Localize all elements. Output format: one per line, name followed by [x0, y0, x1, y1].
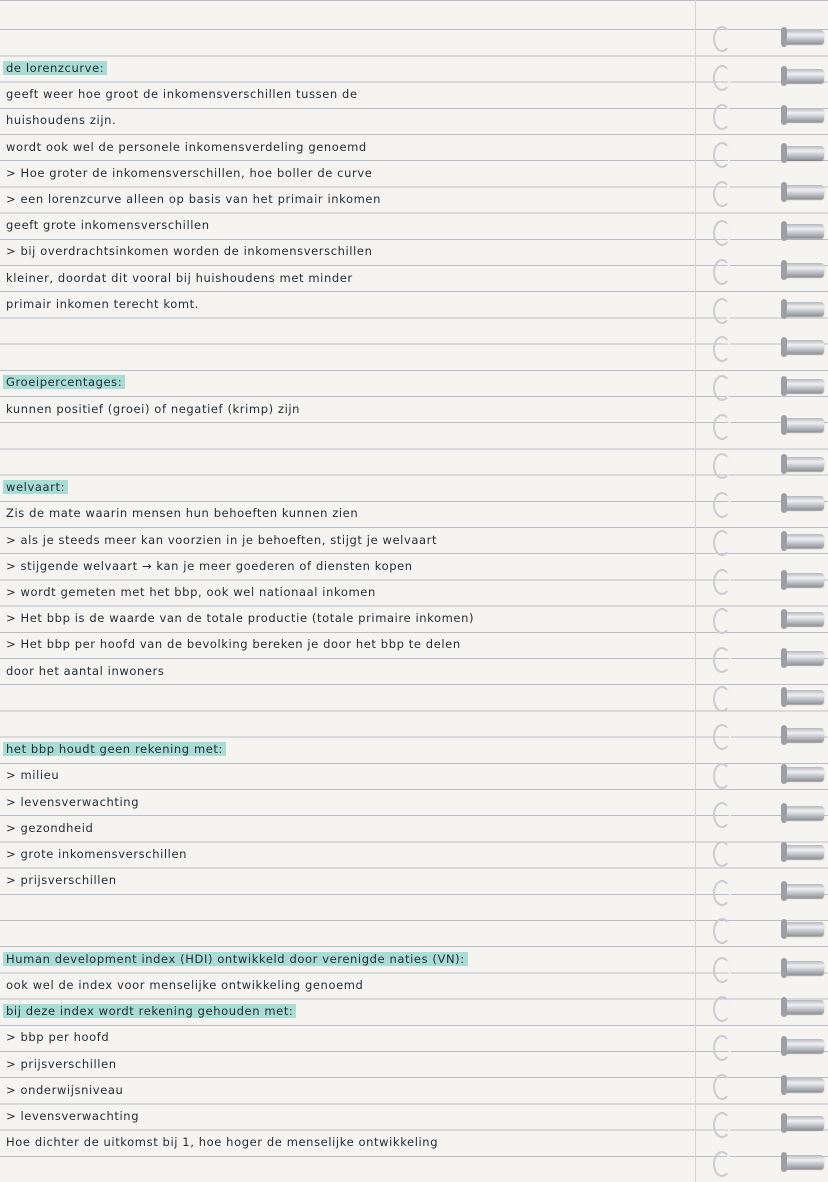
- binding-hole: [713, 259, 731, 285]
- note-text: > grote inkomensverschillen: [6, 847, 188, 861]
- note-line: [6, 137, 367, 157]
- spiral-coil: [784, 1155, 824, 1169]
- note-text: > levensverwachting: [6, 1109, 140, 1123]
- note-line: [6, 634, 461, 654]
- spiral-coil: [784, 418, 824, 432]
- note-line: [6, 556, 413, 576]
- note-text: > levensverwachting: [6, 794, 140, 809]
- note-line: [6, 163, 372, 183]
- note-text: Zis de mate waarin mensen hun behoeften kunnen zien: [6, 506, 359, 521]
- note-text: wordt ook wel de personele inkomensverdeling genoemd: [6, 139, 367, 154]
- note-text: > Hoe groter de inkomensverschillen, hoe boller de curve: [6, 165, 373, 180]
- spiral-coil: [784, 224, 824, 238]
- note-text: > Het bbp is de waarde van de totale productie (totale primaire inkomen): [6, 611, 475, 626]
- binding-hole: [713, 686, 731, 712]
- note-text: primair inkomen terecht komt.: [6, 296, 200, 311]
- note-text: > stijgende welvaart → kan je meer goederen of diensten kopen: [6, 558, 413, 573]
- spiral-coil: [784, 612, 824, 626]
- binding-hole: [713, 647, 731, 673]
- spiral-coil: [784, 379, 824, 393]
- spiral-coil: [784, 496, 824, 510]
- note-line: [6, 739, 226, 759]
- margin-line: [695, 0, 696, 1182]
- note-text: > Het bbp per hoofd van de bevolking bereken je door het bbp te delen: [6, 637, 461, 652]
- note-line: [6, 110, 116, 130]
- note-line: [6, 1054, 117, 1074]
- note-text: > prijsverschillen: [6, 873, 117, 888]
- note-line: [6, 58, 107, 78]
- note-line: [6, 1132, 438, 1152]
- note-line: [6, 503, 358, 523]
- note-line: [6, 818, 93, 838]
- binding-hole: [713, 65, 731, 91]
- note-line: [6, 1027, 109, 1047]
- note-line: [6, 399, 300, 419]
- note-line: [6, 84, 358, 104]
- note-text: > bij overdrachtsinkomen worden de inkomensverschillen: [6, 244, 373, 259]
- note-line: [6, 1080, 123, 1100]
- note-text: kunnen positief (groei) of negatief (krimp) zijn: [6, 401, 301, 416]
- binding-hole: [713, 26, 731, 52]
- binding-hole: [713, 298, 731, 324]
- note-line: [6, 949, 468, 969]
- highlighted-heading: Human development index (HDI) ontwikkeld door verenigde naties (VN):: [3, 952, 468, 966]
- note-line: [6, 661, 164, 681]
- spiral-coil: [784, 263, 824, 277]
- binding-hole: [713, 569, 731, 595]
- note-line: [6, 975, 363, 995]
- note-line: [6, 1106, 139, 1126]
- note-text: ook wel de index voor menselijke ontwikkeling genoemd: [6, 978, 364, 992]
- spiral-coil: [784, 1116, 824, 1130]
- binding-hole: [713, 802, 731, 828]
- binding-hole: [713, 1151, 731, 1177]
- binding-hole: [713, 492, 731, 518]
- binding-hole: [713, 181, 731, 207]
- spiral-coil: [784, 457, 824, 471]
- note-line: [6, 582, 376, 602]
- spiral-coil: [784, 1000, 824, 1014]
- note-line: [6, 268, 353, 288]
- binding-hole: [713, 957, 731, 983]
- spiral-coil: [784, 806, 824, 820]
- binding-hole: [713, 220, 731, 246]
- spiral-coil: [784, 690, 824, 704]
- binding-hole: [713, 375, 731, 401]
- spiral-coil: [784, 302, 824, 316]
- note-text: huishoudens zijn.: [6, 113, 117, 128]
- note-text: geeft grote inkomensverschillen: [6, 218, 210, 233]
- note-text: geeft weer hoe groot de inkomensverschillen tussen de: [6, 87, 358, 102]
- binding-hole: [713, 996, 731, 1022]
- spiral-coil: [784, 845, 824, 859]
- spiral-coil: [784, 728, 824, 742]
- binding-hole: [713, 1035, 731, 1061]
- note-text: kleiner, doordat dit vooral bij huishoudens met minder: [6, 270, 353, 285]
- spiral-coil: [784, 1039, 824, 1053]
- highlighted-heading: de lorenzcurve:: [3, 61, 107, 75]
- note-line: [6, 765, 59, 785]
- spiral-coil: [784, 108, 824, 122]
- note-line: [6, 241, 372, 261]
- highlighted-heading: welvaart:: [3, 480, 68, 494]
- note-text: > wordt gemeten met het bbp, ook wel nationaal inkomen: [6, 585, 376, 599]
- note-line: [6, 477, 68, 497]
- note-text: door het aantal inwoners: [6, 663, 165, 678]
- note-text: > bbp per hoofd: [6, 1030, 110, 1045]
- note-text: Hoe dichter de uitkomst bij 1, hoe hoger de menselijke ontwikkeling: [6, 1135, 439, 1150]
- note-text: > gezondheid: [6, 820, 94, 835]
- note-text: > onderwijsniveau: [6, 1082, 124, 1097]
- note-line: [6, 215, 210, 235]
- spiral-coil: [784, 651, 824, 665]
- spiral-coil: [784, 884, 824, 898]
- spiral-coil: [784, 767, 824, 781]
- binding-hole: [713, 763, 731, 789]
- binding-hole: [713, 453, 731, 479]
- note-line: [6, 1001, 296, 1021]
- spiral-coil: [784, 340, 824, 354]
- note-line: [6, 608, 474, 628]
- note-line: [6, 189, 381, 209]
- note-line: [6, 792, 139, 812]
- spiral-coil: [784, 922, 824, 936]
- spiral-coil: [784, 961, 824, 975]
- note-line: [6, 372, 125, 392]
- binding-hole: [713, 841, 731, 867]
- spiral-coil: [784, 30, 824, 44]
- note-line: [6, 844, 187, 864]
- note-line: [6, 294, 199, 314]
- binding-hole: [713, 608, 731, 634]
- note-line: [6, 530, 437, 550]
- highlighted-heading: bij deze index wordt rekening gehouden met:: [3, 1004, 296, 1018]
- spiral-coil: [784, 69, 824, 83]
- spiral-coil: [784, 1078, 824, 1092]
- highlighted-heading: Groeipercentages:: [3, 375, 125, 389]
- note-text: > prijsverschillen: [6, 1056, 117, 1071]
- spiral-coil: [784, 146, 824, 160]
- spiral-coil: [784, 534, 824, 548]
- binding-hole: [713, 1074, 731, 1100]
- binding-hole: [713, 414, 731, 440]
- note-text: > een lorenzcurve alleen op basis van het primair inkomen: [6, 192, 381, 206]
- note-text: > als je steeds meer kan voorzien in je behoeften, stijgt je welvaart: [6, 532, 438, 547]
- spiral-coil: [784, 185, 824, 199]
- binding-hole: [713, 104, 731, 130]
- note-text: > milieu: [6, 768, 60, 783]
- spiral-coil: [784, 573, 824, 587]
- binding-hole: [713, 880, 731, 906]
- note-line: [6, 870, 117, 890]
- highlighted-heading: het bbp houdt geen rekening met:: [3, 742, 226, 756]
